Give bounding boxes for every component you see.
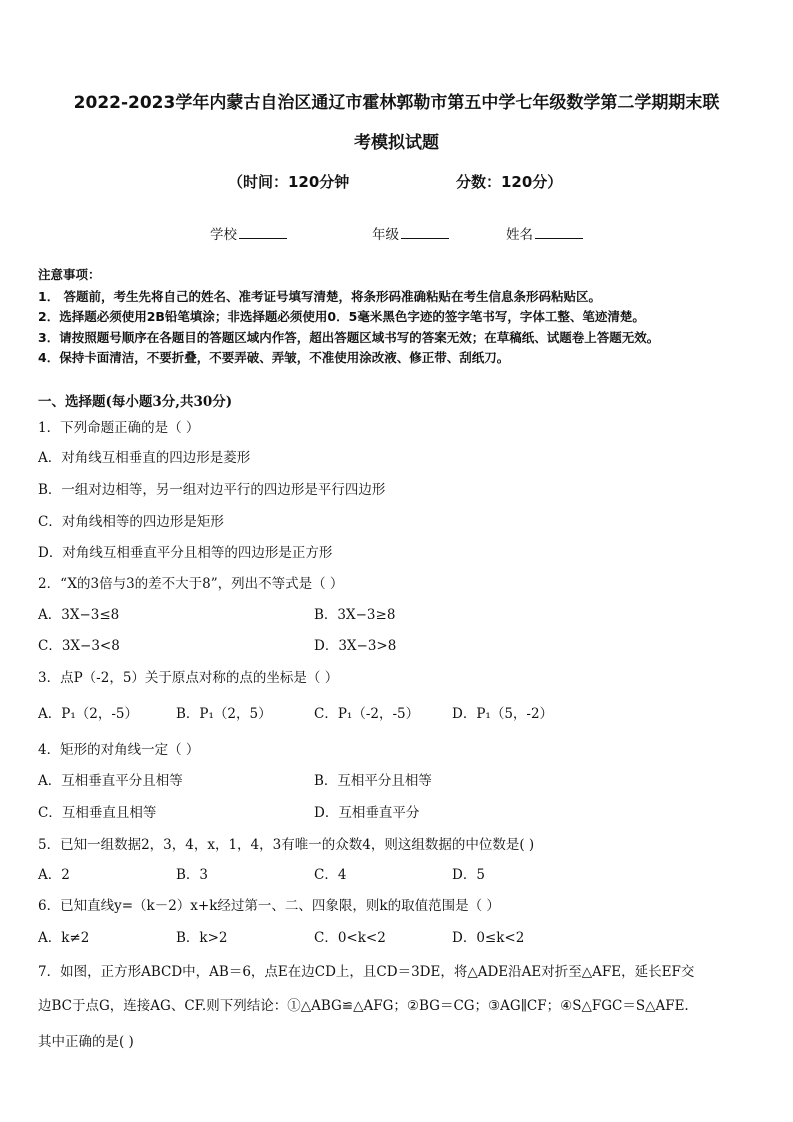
grade-blank: [401, 226, 449, 239]
page-title-line2: 考模拟试题: [354, 133, 439, 153]
page-title-line1: 2022-2023学年内蒙古自治区通辽市霍林郭勒市第五中学七年级数学第二学期期末联: [73, 93, 720, 113]
q6-option-a: A．k≠2: [38, 930, 90, 946]
q5-option-a: A．2: [38, 867, 70, 883]
q2-option-c: C．3X−3<8: [38, 638, 120, 654]
q1-option-d: D．对角线互相垂直平分且相等的四边形是正方形: [38, 545, 333, 561]
school-blank: [239, 226, 287, 239]
q7-stem-line3: 其中正确的是( ): [38, 1034, 134, 1050]
q1-option-b: B．一组对边相等，另一组对边平行的四边形是平行四边形: [38, 482, 386, 498]
q3-option-d: D．P₁（5，-2）: [452, 706, 554, 722]
notice-item-3: 3．请按照题号顺序在各题目的答题区域内作答，超出答题区域书写的答案无效；在草稿纸、试题卷上答题无效。: [38, 330, 660, 345]
q2-option-d: D．3X−3>8: [314, 638, 397, 654]
section-heading: 一、选择题(每小题3分,共30分): [38, 394, 233, 410]
grade-field: [372, 223, 449, 243]
q1-option-a: A．对角线互相垂直的四边形是菱形: [38, 450, 251, 466]
notice-item-4: 4．保持卡面清洁，不要折叠，不要弄破、弄皱，不准使用涂改液、修正带、刮纸刀。: [38, 350, 510, 365]
q3-stem: 3．点P（-2，5）关于原点对称的点的坐标是（ ）: [38, 670, 339, 686]
q7-stem-line1: 7．如图，正方形ABCD中，AB＝6，点E在边CD上，且CD＝3DE，将△ADE沿AE对折至△AFE，延长EF交: [38, 964, 695, 980]
name-label: 姓名: [506, 227, 533, 243]
q5-option-c: C．4: [314, 867, 347, 883]
q6-option-d: D．0≤k<2: [452, 930, 525, 946]
q4-option-d: D．互相垂直平分: [314, 805, 420, 821]
notice-item-2: 2．选择题必须使用2B铅笔填涂；非选择题必须使用0．5毫米黑色字迹的签字笔书写，字体工整、笔迹清楚。: [38, 309, 645, 324]
name-blank: [535, 226, 583, 239]
q4-option-b: B．互相平分且相等: [314, 773, 432, 789]
q1-option-c: C．对角线相等的四边形是矩形: [38, 514, 224, 530]
q3-option-b: B．P₁（2，5）: [176, 706, 272, 722]
school-label: 学校: [210, 227, 237, 243]
q4-option-a: A．互相垂直平分且相等: [38, 773, 183, 789]
q7-stem-line2: 边BC于点G，连接AG、CF.则下列结论：①△ABG≌△AFG；②BG＝CG；③AG∥CF；④S△FGC＝S△AFE.: [38, 998, 689, 1014]
q1-stem: 1．下列命题正确的是（ ）: [38, 420, 200, 436]
time-label: （时间：120分钟: [228, 173, 350, 191]
q3-option-a: A．P₁（2，-5）: [38, 706, 138, 722]
q6-stem: 6．已知直线y=（k－2）x+k经过第一、二、四象限，则k的取值范围是（ ）: [38, 898, 500, 914]
name-field: [506, 223, 583, 243]
q3-option-c: C．P₁（-2，-5）: [314, 706, 420, 722]
q2-stem: 2．“X的3倍与3的差不大于8”，列出不等式是（ ）: [38, 576, 344, 592]
q2-option-b: B．3X−3≥8: [314, 607, 396, 623]
q6-option-c: C．0<k<2: [314, 930, 386, 946]
q5-stem: 5．已知一组数据2，3，4，x，1，4，3有唯一的众数4，则这组数据的中位数是( ): [38, 837, 535, 853]
q4-stem: 4．矩形的对角线一定（ ）: [38, 742, 200, 758]
notice-heading: 注意事项：: [38, 267, 101, 282]
q4-option-c: C．互相垂直且相等: [38, 805, 157, 821]
notice-item-1: 1． 答题前，考生先将自己的姓名、准考证号填写清楚，将条形码准确粘贴在考生信息条形码粘贴区。: [38, 289, 602, 304]
grade-label: 年级: [372, 227, 399, 243]
q5-option-b: B．3: [176, 867, 209, 883]
q5-option-d: D．5: [452, 867, 485, 883]
q6-option-b: B．k>2: [176, 930, 228, 946]
score-label: 分数：120分）: [456, 173, 563, 191]
school-field: [210, 223, 287, 243]
q2-option-a: A．3X−3≤8: [38, 607, 120, 623]
